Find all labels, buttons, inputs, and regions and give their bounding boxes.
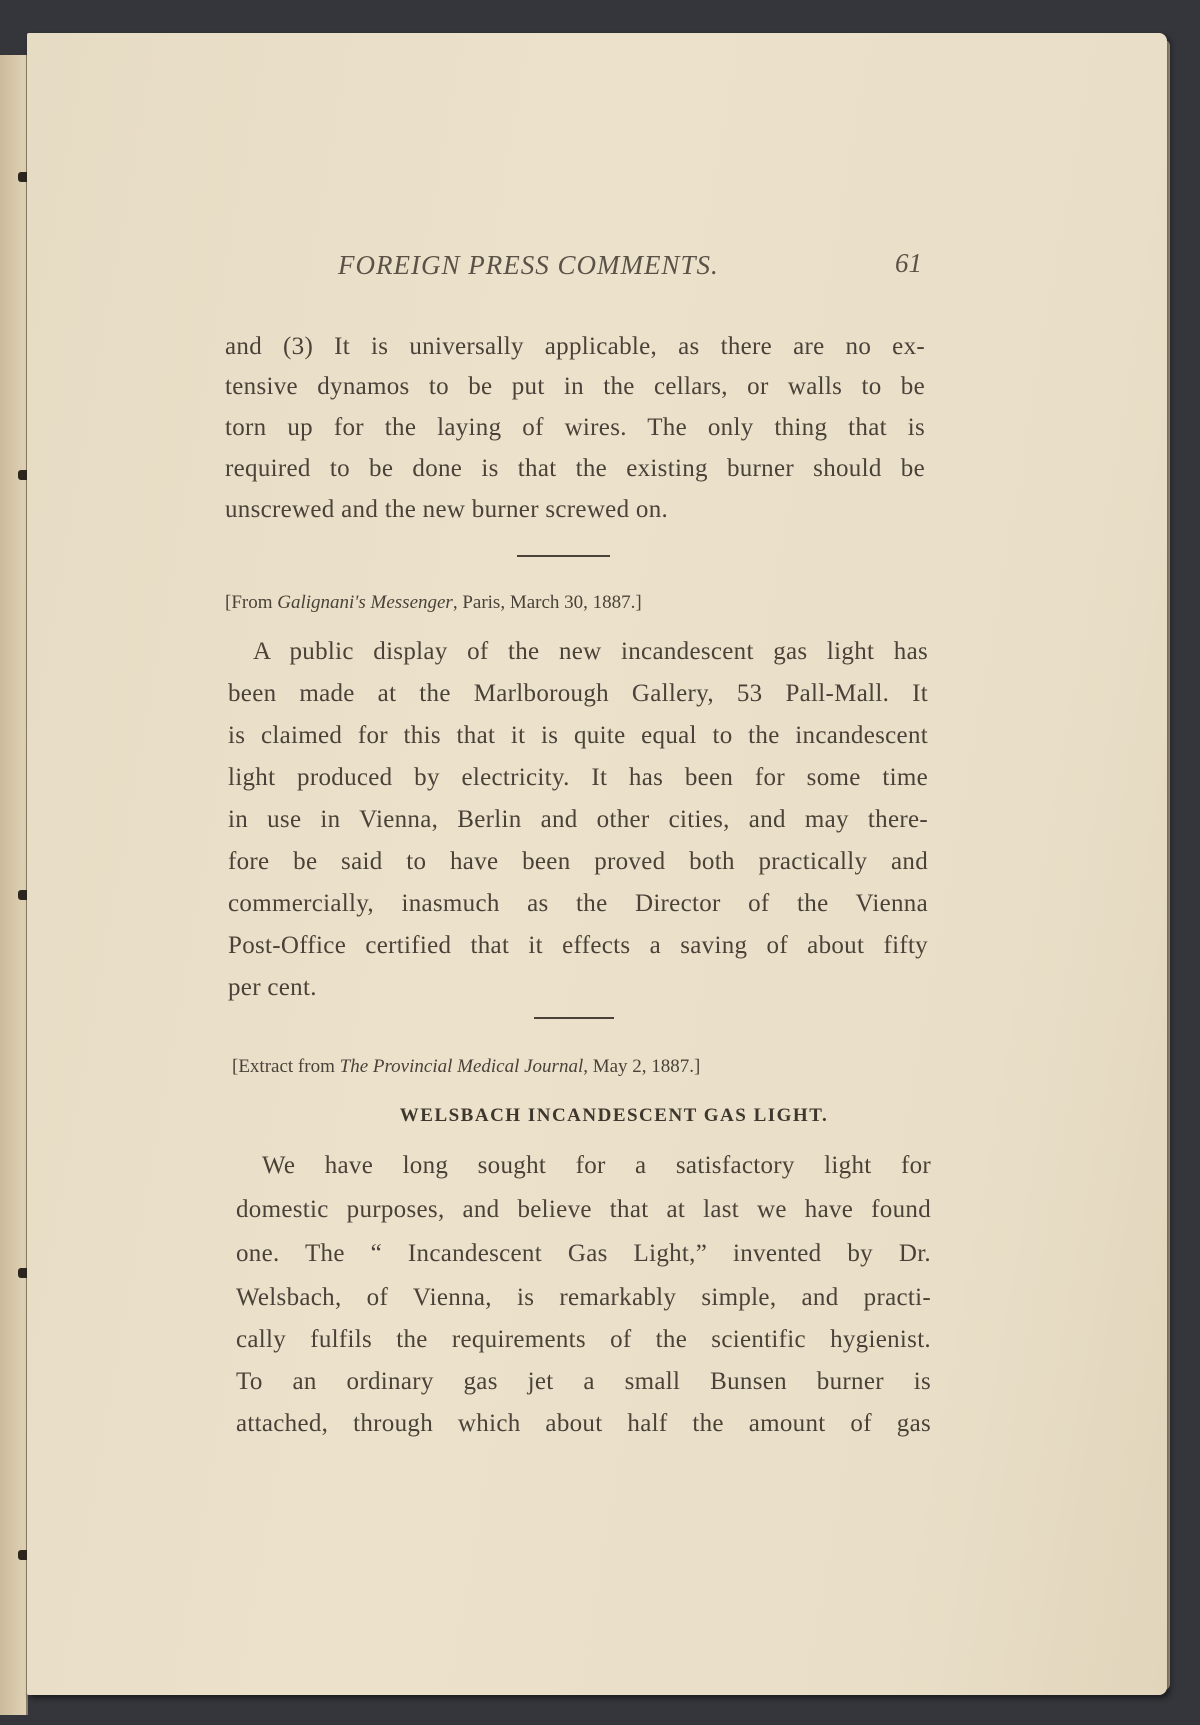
text-line: and (3) It is universally applicable, as there are no ex- <box>225 333 925 360</box>
text-line: in use in Vienna, Berlin and other cities, and may there- <box>228 806 928 833</box>
text-line: required to be done is that the existing burner should be <box>225 455 925 482</box>
citation-suffix: , May 2, 1887.] <box>583 1056 701 1077</box>
citation-suffix: , Paris, March 30, 1887.] <box>452 592 642 613</box>
citation-source: Galignani's Messenger <box>277 592 453 613</box>
text-line: tensive dynamos to be put in the cellars, or walls to be <box>225 373 925 400</box>
text-line: commercially, inasmuch as the Director of the Vienna <box>228 890 928 917</box>
text-line: domestic purposes, and believe that at last we have found <box>236 1196 931 1223</box>
citation-2 <box>232 1056 700 1078</box>
citation-1 <box>225 592 642 614</box>
text-line: been made at the Marlborough Gallery, 53 Pall-Mall. It <box>228 680 928 707</box>
text-line: per cent. <box>228 974 317 1001</box>
text-line: light produced by electricity. It has been for some time <box>228 764 928 791</box>
citation-prefix: [From <box>225 592 278 613</box>
article-heading: WELSBACH INCANDESCENT GAS LIGHT. <box>399 1105 829 1126</box>
text-line: cally fulfils the requirements of the scientific hygienist. <box>236 1326 931 1353</box>
citation-source: The Provincial Medical Journal <box>339 1056 584 1077</box>
running-header: FOREIGN PRESS COMMENTS. <box>338 250 719 280</box>
citation-prefix: [Extract from <box>232 1056 340 1077</box>
text-line: Post-Office certified that it effects a saving of about fifty <box>228 932 928 959</box>
section-divider <box>517 555 610 557</box>
facing-page-edge <box>0 55 28 1715</box>
text-line: To an ordinary gas jet a small Bunsen burner is <box>236 1368 931 1395</box>
text-line: torn up for the laying of wires. The only thing that is <box>225 414 925 441</box>
text-line: attached, through which about half the amount of gas <box>236 1410 931 1437</box>
text-line: A public display of the new incandescent gas light has <box>253 638 928 665</box>
text-line: We have long sought for a satisfactory light for <box>262 1152 931 1179</box>
text-line: Welsbach, of Vienna, is remarkably simple, and practi- <box>236 1284 931 1311</box>
text-line: unscrewed and the new burner screwed on. <box>225 496 669 523</box>
text-line: fore be said to have been proved both practically and <box>228 848 928 875</box>
text-line: one. The “ Incandescent Gas Light,” invented by Dr. <box>236 1240 931 1267</box>
section-divider <box>534 1017 614 1019</box>
text-line: is claimed for this that it is quite equal to the incandescent <box>228 722 928 749</box>
page-number: 61 <box>895 248 922 278</box>
